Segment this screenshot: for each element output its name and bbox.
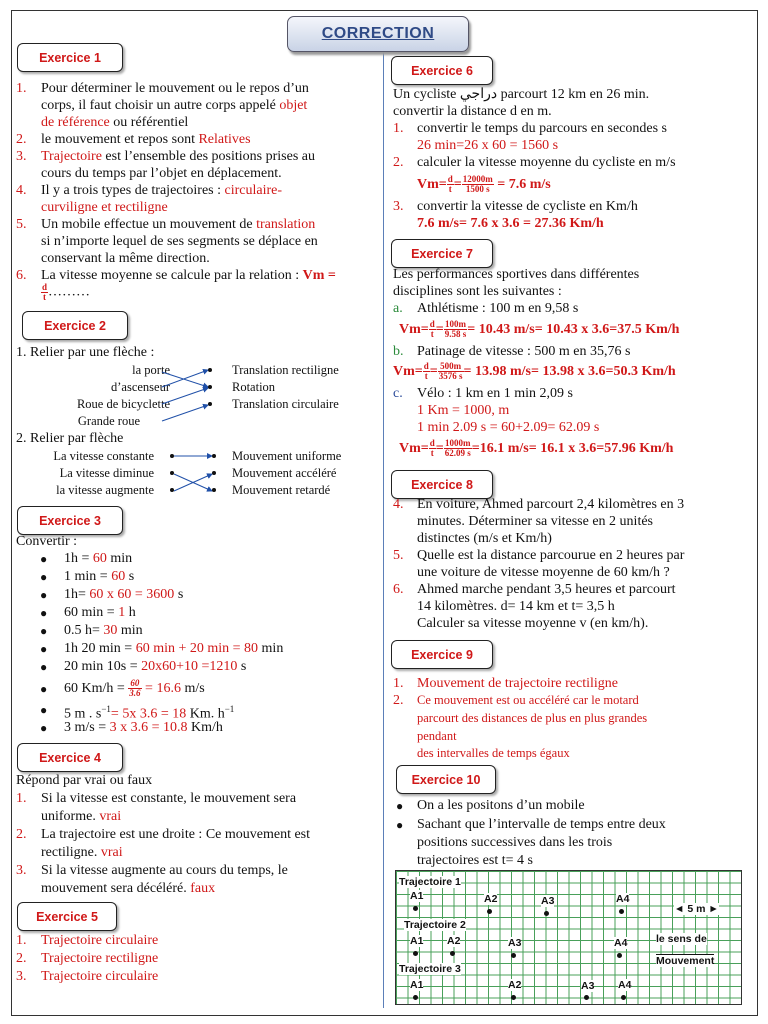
match-right: Mouvement accéléré	[232, 466, 337, 480]
trajectory-label: Trajectoire 1	[399, 876, 461, 888]
answer: Trajectoire circulaire	[41, 933, 159, 948]
answer-formula: Vm= $\frac{d}{t}$ = $\frac{12000m}{1500 s}$ = 7.6 m/s	[417, 174, 551, 195]
position-dot	[511, 953, 516, 958]
conversion-item: 20 min 10s = 20x60+10 =1210 s	[64, 659, 247, 674]
text-line: conservant la même direction.	[41, 251, 210, 266]
match-right: Mouvement retardé	[232, 483, 331, 497]
text-line: Il y a trois types de trajectoires : circulaire-	[41, 183, 283, 198]
intro: convertir la distance d en m.	[393, 104, 552, 119]
answer: 1 Km = 1000, m	[417, 403, 510, 418]
text-line: une voiture de vitesse moyenne de 60 km/h ?	[417, 565, 670, 580]
intro: Répond par vrai ou faux	[16, 773, 153, 788]
position-dot	[617, 953, 622, 958]
match-right: Rotation	[232, 380, 276, 394]
exercice-2-heading: Exercice 2	[22, 311, 128, 340]
direction-label: le sens de	[656, 933, 707, 945]
match-left: La vitesse diminue	[59, 466, 154, 480]
point-label: A4	[614, 937, 628, 949]
item-letter: b.	[393, 344, 404, 359]
item-number: 6.	[393, 582, 404, 597]
point-label: A2	[508, 979, 522, 991]
bullet: ●	[40, 703, 48, 717]
answer: 26 min=26 x 60 = 1560 s	[417, 138, 559, 153]
text-line: Trajectoire est l’ensemble des positions prises au	[41, 149, 315, 164]
text-line: si n’importe lequel de ses segments se déplace en	[41, 234, 318, 249]
bullet: ●	[396, 818, 404, 832]
bullet: ●	[40, 624, 48, 638]
match-left: Roue de bicyclette	[76, 397, 170, 411]
answer: Trajectoire rectiligne	[41, 951, 159, 966]
exercice-8-heading: Exercice 8	[391, 470, 493, 499]
text-line: Si la vitesse est constante, le mouvement sera	[41, 791, 297, 806]
answer: Ce mouvement est ou accéléré car le motard	[417, 693, 639, 707]
text-line: positions successives dans les trois	[417, 835, 613, 850]
point-label: A2	[484, 893, 498, 905]
exercice-10-heading: Exercice 10	[396, 765, 496, 794]
intro: disciplines sont les suivantes :	[393, 284, 562, 299]
item-number: 5.	[16, 217, 27, 232]
question: Vélo : 1 km en 1 min 2,09 s	[417, 386, 573, 401]
item-number: 5.	[393, 548, 404, 563]
text-line: cours du temps par l’objet en déplacement.	[41, 166, 282, 181]
point-label: A3	[541, 895, 555, 907]
text-line: En voiture, Ahmed parcourt 2,4 kilomètres en 3	[417, 497, 685, 512]
answer-formula: Vm= $\frac{d}{t}$ = $\frac{500m}{3576 s}$ = 13.98 m/s= 13.98 x 3.6=50.3 Km/h	[393, 361, 676, 382]
item-letter: a.	[393, 301, 403, 316]
question: convertir le temps du parcours en secondes s	[417, 121, 667, 136]
answer: des intervalles de temps égaux	[417, 746, 570, 760]
match-right: Mouvement uniforme	[232, 449, 342, 463]
matching-arrows-1	[150, 362, 230, 432]
question: Athlétisme : 100 m en 9,58 s	[417, 301, 579, 316]
item-number: 1.	[393, 676, 404, 691]
conversion-item: 60 min = 1 h	[64, 605, 136, 620]
item-number: 3.	[16, 149, 27, 164]
conversion-item: 1 min = 60 s	[64, 569, 135, 584]
answer: Mouvement de trajectoire rectiligne	[417, 676, 618, 691]
text-line: Si la vitesse augmente au cours du temps, le	[41, 863, 288, 878]
exercice-7-heading: Exercice 7	[391, 239, 493, 268]
intro: Un cycliste دراجي parcourt 12 km en 26 min.	[393, 87, 650, 102]
point-label: A3	[508, 937, 522, 949]
text-line: rectiligne. vrai	[41, 845, 123, 860]
question: 2. Relier par flèche	[16, 431, 124, 446]
match-left: la vitesse augmente	[56, 483, 154, 497]
conversion-item: 1h = 60 min	[64, 551, 133, 566]
answer-formula: Vm= $\frac{d}{t}$ = $\frac{100m}{9.58 s}$ = 10.43 m/s= 10.43 x 3.6=37.5 Km/h	[399, 319, 680, 340]
question: convertir la vitesse de cycliste en Km/h	[417, 199, 638, 214]
match-left: d’ascenseur	[111, 380, 170, 394]
item-number: 2.	[393, 155, 404, 170]
match-right: Translation circulaire	[232, 397, 339, 411]
item-number: 3.	[393, 199, 404, 214]
matching-arrows-2	[160, 448, 230, 500]
intro: Les performances sportives dans différentes	[393, 267, 640, 282]
text-line: 14 kilomètres. d= 14 km et t= 3,5 h	[417, 599, 615, 614]
intro: Convertir :	[16, 534, 78, 549]
item-number: 2.	[16, 951, 27, 966]
item-number: 4.	[16, 183, 27, 198]
text-line: La vitesse moyenne se calcule par la relation : Vm =	[41, 268, 336, 283]
match-left: Grande roue	[77, 414, 140, 428]
position-dot	[544, 911, 549, 916]
position-dot	[487, 909, 492, 914]
match-right: Translation rectiligne	[232, 363, 339, 377]
point-label: A1	[410, 935, 424, 947]
bullet: ●	[40, 682, 48, 696]
text-line: Sachant que l’intervalle de temps entre deux	[417, 817, 666, 832]
trajectory-grid	[395, 870, 742, 1005]
item-number: 3.	[16, 969, 27, 984]
scale-label: ◄ 5 m ►	[674, 903, 719, 915]
bullet: ●	[396, 799, 404, 813]
position-dot	[619, 909, 624, 914]
item-letter: c.	[393, 386, 403, 401]
item-number: 2.	[16, 132, 27, 147]
text-line: On a les positons d’un mobile	[417, 798, 585, 813]
answer-formula: Vm= $\frac{d}{t}$ = $\frac{1000m}{62.09 s}$ =16.1 m/s= 16.1 x 3.6=57.96 Km/h	[399, 438, 674, 459]
bullet: ●	[40, 721, 48, 735]
position-dot	[413, 995, 418, 1000]
page-title: CORRECTION	[287, 16, 469, 52]
text-line: Un mobile effectue un mouvement de translation	[41, 217, 316, 232]
question: calculer la vitesse moyenne du cycliste en m/s	[417, 155, 676, 170]
text-line: mouvement sera décéléré. faux	[41, 881, 216, 896]
text-line: trajectoires est t= 4 s	[417, 853, 533, 868]
text-line: de référence ou référentiel	[41, 115, 189, 130]
item-number: 1.	[393, 121, 404, 136]
item-number: 6.	[16, 268, 27, 283]
text-line: Quelle est la distance parcourue en 2 heures par	[417, 548, 685, 563]
answer: 1 min 2.09 s = 60+2.09= 62.09 s	[417, 420, 600, 435]
conversion-item: 5 m . $s^{-1}= 5x$ 3.6 = 18 Km. $h^{-1}$	[64, 704, 235, 722]
answer: parcourt des distances de plus en plus grandes	[417, 711, 648, 725]
bullet: ●	[40, 606, 48, 620]
text-line: $\frac{d}{t}$ ………	[42, 282, 91, 302]
exercice-6-heading: Exercice 6	[391, 56, 493, 85]
question: Patinage de vitesse : 500 m en 35,76 s	[417, 344, 631, 359]
point-label: A1	[410, 890, 424, 902]
match-left: La vitesse constante	[53, 449, 154, 463]
column-divider	[383, 38, 384, 1008]
exercice-9-heading: Exercice 9	[391, 640, 493, 669]
exercice-5-heading: Exercice 5	[17, 902, 117, 931]
exercice-4-heading: Exercice 4	[17, 743, 123, 772]
answer: 7.6 m/s= 7.6 x 3.6 = 27.36 Km/h	[417, 216, 604, 231]
text-line: distinctes (m/s et Km/h)	[417, 531, 552, 546]
point-label: A4	[618, 979, 632, 991]
conversion-item: 1h 20 min = 60 min + 20 min = 80 min	[64, 641, 284, 656]
text-line: uniforme. vrai	[41, 809, 122, 824]
answer: Trajectoire circulaire	[41, 969, 159, 984]
text-line: minutes. Déterminer sa vitesse en 2 unités	[417, 514, 653, 529]
exercice-1-heading: Exercice 1	[17, 43, 123, 72]
match-left: la porte	[132, 363, 170, 377]
text-line: Ahmed marche pendant 3,5 heures et parcourt	[417, 582, 676, 597]
item-number: 4.	[393, 497, 404, 512]
point-label: A4	[616, 893, 630, 905]
bullet: ●	[40, 570, 48, 584]
text-line: curviligne et rectiligne	[41, 200, 168, 215]
position-dot	[621, 995, 626, 1000]
item-number: 1.	[16, 81, 27, 96]
answer: pendant	[417, 729, 457, 743]
position-dot	[584, 995, 589, 1000]
text-line: La trajectoire est une droite : Ce mouvement est	[41, 827, 311, 842]
position-dot	[511, 995, 516, 1000]
bullet: ●	[40, 642, 48, 656]
direction-label: Mouvement	[656, 955, 715, 967]
exercice-3-heading: Exercice 3	[17, 506, 123, 535]
point-label: A1	[410, 979, 424, 991]
position-dot	[450, 951, 455, 956]
text-line: Pour déterminer le mouvement ou le repos d’un	[41, 81, 309, 96]
item-number: 3.	[16, 863, 27, 878]
position-dot	[413, 906, 418, 911]
conversion-item: 1h= 60 x 60 = 3600 s	[64, 587, 184, 602]
trajectory-label: Trajectoire 3	[399, 963, 461, 975]
trajectory-label: Trajectoire 2	[404, 919, 466, 931]
item-number: 1.	[16, 791, 27, 806]
text-line: Calculer sa vitesse moyenne v (en km/h).	[417, 616, 649, 631]
fraction: $\frac{d}{t}$	[42, 282, 48, 302]
point-label: A3	[581, 980, 595, 992]
conversion-item: 3 m/s = 3 x 3.6 = 10.8 Km/h	[64, 720, 223, 735]
conversion-item: 60 Km/h = $\frac{60}{3.6}$ = 16.6 m/s	[64, 678, 205, 699]
bullet: ●	[40, 660, 48, 674]
bullet: ●	[40, 552, 48, 566]
bullet: ●	[40, 588, 48, 602]
item-number: 2.	[16, 827, 27, 842]
item-number: 1.	[16, 933, 27, 948]
position-dot	[413, 951, 418, 956]
text-line: corps, il faut choisir un autre corps appelé objet	[41, 98, 308, 113]
text-line: le mouvement et repos sont Relatives	[41, 132, 251, 147]
item-number: 2.	[393, 693, 404, 708]
point-label: A2	[447, 935, 461, 947]
question: 1. Relier par une flèche :	[16, 345, 155, 360]
conversion-item: 0.5 h= 30 min	[64, 623, 143, 638]
